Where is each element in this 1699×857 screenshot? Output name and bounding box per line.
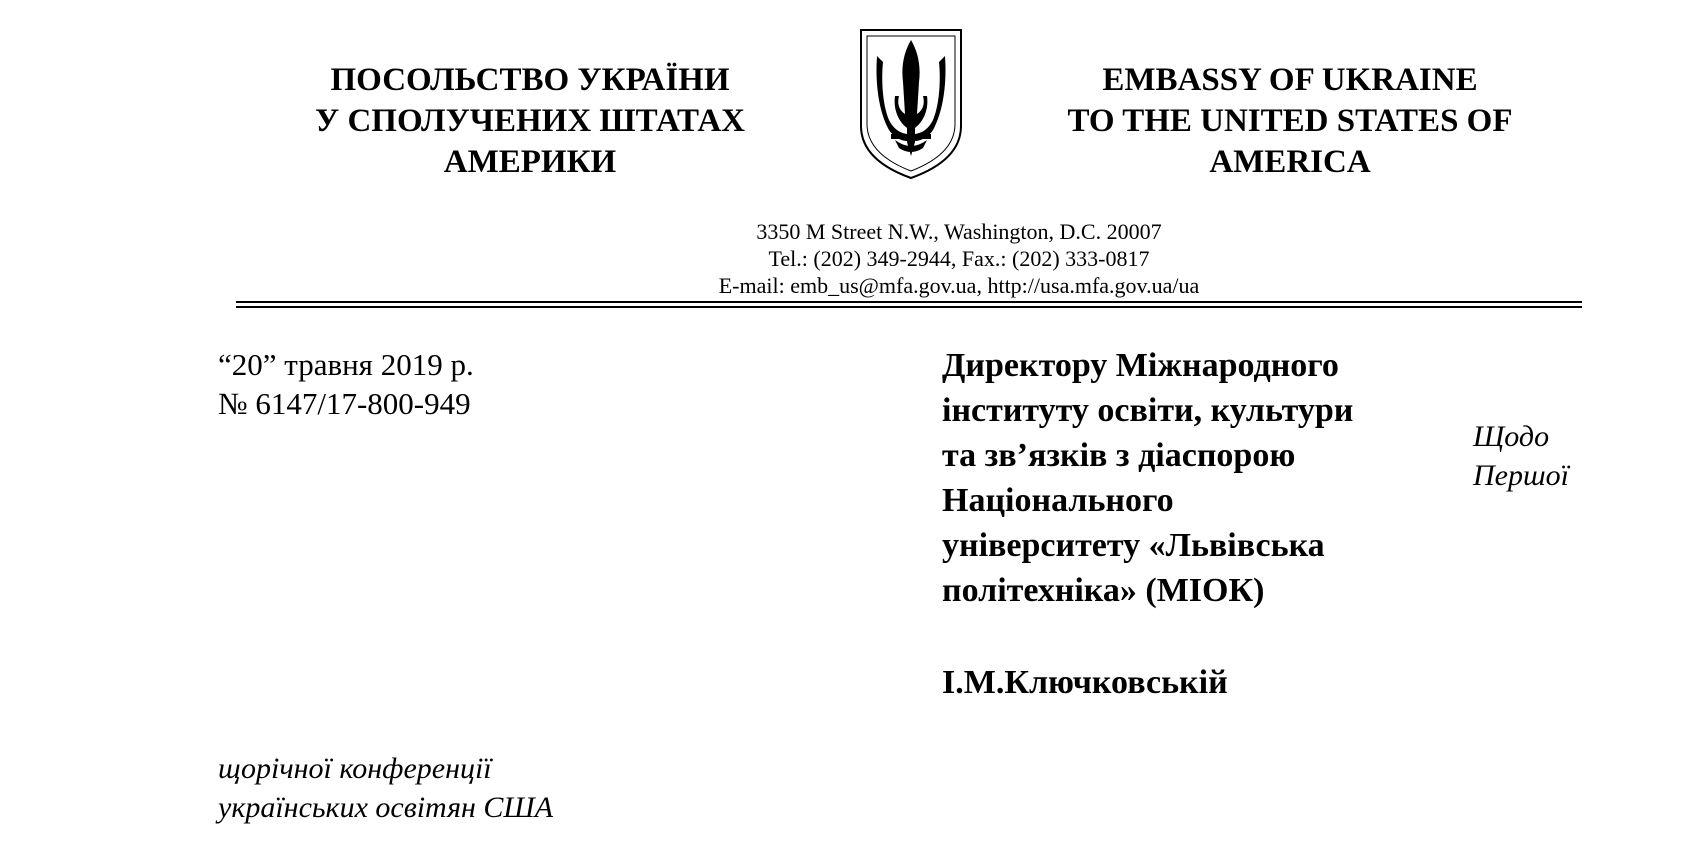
header-divider-top — [236, 301, 1582, 303]
recipient-line: інституту освіти, культури — [942, 392, 1354, 429]
subject-line: щорічної конференції — [218, 752, 492, 785]
phone-fax-line: Tel.: (202) 349-2944, Fax.: (202) 333-0817 — [768, 246, 1150, 271]
recipient-line: університету «Львівська — [942, 527, 1325, 564]
address-line: 3350 M Street N.W., Washington, D.C. 20007 — [756, 219, 1162, 244]
subject-line: українських освітян США — [218, 791, 554, 824]
header-en-line: AMERICA — [1209, 144, 1371, 180]
contact-block — [600, 218, 1318, 299]
header-ua-line: АМЕРИКИ — [443, 144, 617, 180]
header-ua-line: У СПОЛУЧЕНИХ ШТАТАХ — [314, 103, 745, 139]
header-ua-line: ПОСОЛЬСТВО УКРАЇНИ — [330, 62, 730, 98]
embassy-name-ukrainian — [270, 60, 790, 183]
subject-right — [1473, 417, 1569, 495]
trident-coat-of-arms-icon — [855, 26, 967, 182]
recipient-name: І.М.Ключковській — [942, 664, 1228, 701]
subject-line: Першої — [1473, 459, 1569, 492]
letter-number: № 6147/17-800-949 — [218, 386, 471, 421]
email-web-line: E-mail: emb_us@mfa.gov.ua, http://usa.mfa.gov.ua/ua — [718, 273, 1200, 298]
embassy-name-english — [1035, 60, 1545, 183]
recipient-block — [942, 343, 1353, 613]
subject-left — [218, 749, 553, 827]
header-divider-bottom — [236, 306, 1582, 308]
header-en-line: EMBASSY OF UKRAINE — [1102, 62, 1478, 98]
recipient-line: політехніка» (МІОК) — [942, 572, 1265, 609]
recipient-line: та зв’язків з діаспорою — [942, 437, 1296, 474]
letter-date: “20” травня 2019 р. — [218, 347, 474, 382]
reference-block — [218, 345, 474, 423]
recipient-line: Національного — [942, 482, 1174, 519]
subject-line: Щодо — [1473, 420, 1550, 453]
header-en-line: TO THE UNITED STATES OF — [1067, 103, 1513, 139]
recipient-line: Директору Міжнародного — [942, 347, 1339, 384]
